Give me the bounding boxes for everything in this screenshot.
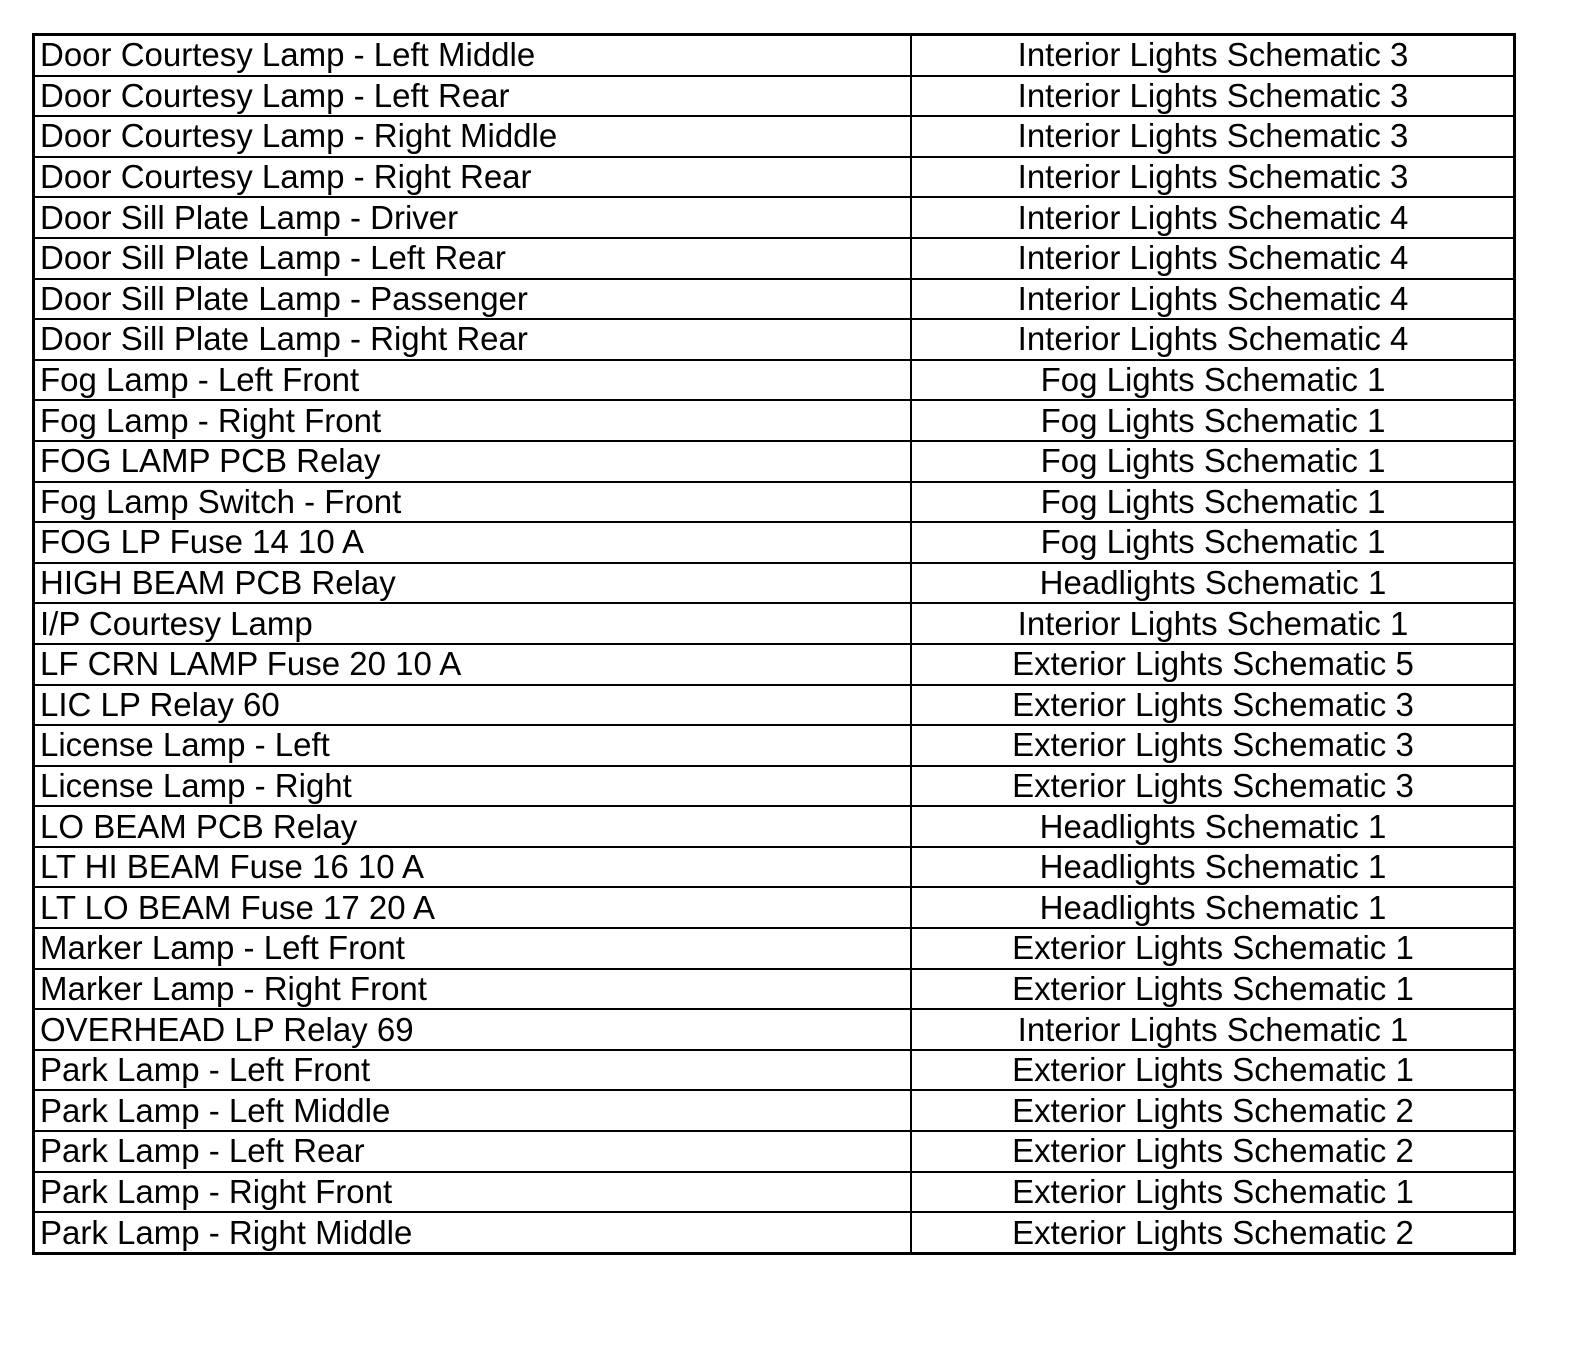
component-name-cell: Fog Lamp - Left Front bbox=[34, 360, 912, 401]
table-row bbox=[34, 279, 1515, 320]
component-name-cell: Door Courtesy Lamp - Right Middle bbox=[34, 116, 912, 157]
table-row bbox=[34, 563, 1515, 604]
schematic-reference-cell: Fog Lights Schematic 1 bbox=[911, 482, 1515, 523]
component-name-cell: LT LO BEAM Fuse 17 20 A bbox=[34, 887, 912, 928]
table-row bbox=[34, 928, 1515, 969]
schematic-reference-cell: Interior Lights Schematic 3 bbox=[911, 35, 1515, 76]
table-row bbox=[34, 1009, 1515, 1050]
table-row bbox=[34, 319, 1515, 360]
component-name-cell: LO BEAM PCB Relay bbox=[34, 806, 912, 847]
component-name-cell: Fog Lamp Switch - Front bbox=[34, 482, 912, 523]
component-index-table bbox=[32, 33, 1516, 1255]
component-name-cell: Door Sill Plate Lamp - Left Rear bbox=[34, 238, 912, 279]
schematic-reference-cell: Exterior Lights Schematic 2 bbox=[911, 1131, 1515, 1172]
table-row bbox=[34, 806, 1515, 847]
schematic-reference-cell: Fog Lights Schematic 1 bbox=[911, 360, 1515, 401]
schematic-reference-cell: Exterior Lights Schematic 3 bbox=[911, 766, 1515, 807]
schematic-reference-cell: Exterior Lights Schematic 2 bbox=[911, 1212, 1515, 1253]
component-name-cell: HIGH BEAM PCB Relay bbox=[34, 563, 912, 604]
table-row bbox=[34, 197, 1515, 238]
component-name-cell: Marker Lamp - Left Front bbox=[34, 928, 912, 969]
component-name-cell: Park Lamp - Left Front bbox=[34, 1050, 912, 1091]
component-name-cell: Door Courtesy Lamp - Left Middle bbox=[34, 35, 912, 76]
schematic-reference-cell: Fog Lights Schematic 1 bbox=[911, 400, 1515, 441]
table-row bbox=[34, 887, 1515, 928]
schematic-reference-cell: Interior Lights Schematic 4 bbox=[911, 319, 1515, 360]
schematic-reference-cell: Exterior Lights Schematic 1 bbox=[911, 969, 1515, 1010]
schematic-reference-cell: Fog Lights Schematic 1 bbox=[911, 522, 1515, 563]
schematic-reference-cell: Interior Lights Schematic 4 bbox=[911, 197, 1515, 238]
schematic-reference-cell: Headlights Schematic 1 bbox=[911, 806, 1515, 847]
schematic-reference-cell: Exterior Lights Schematic 3 bbox=[911, 685, 1515, 726]
schematic-reference-cell: Exterior Lights Schematic 1 bbox=[911, 1172, 1515, 1213]
table-row bbox=[34, 482, 1515, 523]
table-row bbox=[34, 969, 1515, 1010]
schematic-reference-cell: Headlights Schematic 1 bbox=[911, 887, 1515, 928]
component-name-cell: Door Sill Plate Lamp - Driver bbox=[34, 197, 912, 238]
schematic-reference-cell: Interior Lights Schematic 3 bbox=[911, 116, 1515, 157]
table-row bbox=[34, 644, 1515, 685]
component-name-cell: Door Sill Plate Lamp - Passenger bbox=[34, 279, 912, 320]
schematic-reference-cell: Interior Lights Schematic 3 bbox=[911, 76, 1515, 117]
schematic-reference-cell: Exterior Lights Schematic 2 bbox=[911, 1090, 1515, 1131]
component-name-cell: FOG LP Fuse 14 10 A bbox=[34, 522, 912, 563]
component-name-cell: LIC LP Relay 60 bbox=[34, 685, 912, 726]
schematic-reference-cell: Interior Lights Schematic 1 bbox=[911, 603, 1515, 644]
table-row bbox=[34, 766, 1515, 807]
schematic-reference-cell: Headlights Schematic 1 bbox=[911, 847, 1515, 888]
component-name-cell: License Lamp - Left bbox=[34, 725, 912, 766]
table-row bbox=[34, 35, 1515, 76]
table-row bbox=[34, 1172, 1515, 1213]
component-name-cell: License Lamp - Right bbox=[34, 766, 912, 807]
component-name-cell: Door Courtesy Lamp - Left Rear bbox=[34, 76, 912, 117]
schematic-reference-cell: Fog Lights Schematic 1 bbox=[911, 441, 1515, 482]
table-row bbox=[34, 76, 1515, 117]
component-name-cell: Park Lamp - Left Rear bbox=[34, 1131, 912, 1172]
component-name-cell: Park Lamp - Right Front bbox=[34, 1172, 912, 1213]
table-row bbox=[34, 685, 1515, 726]
table-row bbox=[34, 400, 1515, 441]
component-name-cell: Marker Lamp - Right Front bbox=[34, 969, 912, 1010]
table-row bbox=[34, 238, 1515, 279]
schematic-reference-cell: Headlights Schematic 1 bbox=[911, 563, 1515, 604]
component-index-body bbox=[34, 35, 1515, 1254]
component-name-cell: Door Courtesy Lamp - Right Rear bbox=[34, 157, 912, 198]
schematic-reference-cell: Interior Lights Schematic 4 bbox=[911, 279, 1515, 320]
component-name-cell: Door Sill Plate Lamp - Right Rear bbox=[34, 319, 912, 360]
component-name-cell: LT HI BEAM Fuse 16 10 A bbox=[34, 847, 912, 888]
component-name-cell: Fog Lamp - Right Front bbox=[34, 400, 912, 441]
component-name-cell: Park Lamp - Left Middle bbox=[34, 1090, 912, 1131]
table-row bbox=[34, 1212, 1515, 1253]
schematic-reference-cell: Exterior Lights Schematic 1 bbox=[911, 928, 1515, 969]
table-row bbox=[34, 1050, 1515, 1091]
component-name-cell: LF CRN LAMP Fuse 20 10 A bbox=[34, 644, 912, 685]
table-row bbox=[34, 603, 1515, 644]
schematic-reference-cell: Exterior Lights Schematic 5 bbox=[911, 644, 1515, 685]
table-row bbox=[34, 522, 1515, 563]
table-row bbox=[34, 725, 1515, 766]
table-row bbox=[34, 360, 1515, 401]
table-row bbox=[34, 441, 1515, 482]
table-row bbox=[34, 1131, 1515, 1172]
table-row bbox=[34, 847, 1515, 888]
component-name-cell: Park Lamp - Right Middle bbox=[34, 1212, 912, 1253]
schematic-reference-cell: Interior Lights Schematic 3 bbox=[911, 157, 1515, 198]
table-row bbox=[34, 157, 1515, 198]
table-row bbox=[34, 116, 1515, 157]
component-name-cell: I/P Courtesy Lamp bbox=[34, 603, 912, 644]
schematic-reference-cell: Interior Lights Schematic 1 bbox=[911, 1009, 1515, 1050]
schematic-reference-cell: Exterior Lights Schematic 1 bbox=[911, 1050, 1515, 1091]
schematic-reference-cell: Interior Lights Schematic 4 bbox=[911, 238, 1515, 279]
schematic-reference-cell: Exterior Lights Schematic 3 bbox=[911, 725, 1515, 766]
component-name-cell: OVERHEAD LP Relay 69 bbox=[34, 1009, 912, 1050]
table-row bbox=[34, 1090, 1515, 1131]
component-name-cell: FOG LAMP PCB Relay bbox=[34, 441, 912, 482]
